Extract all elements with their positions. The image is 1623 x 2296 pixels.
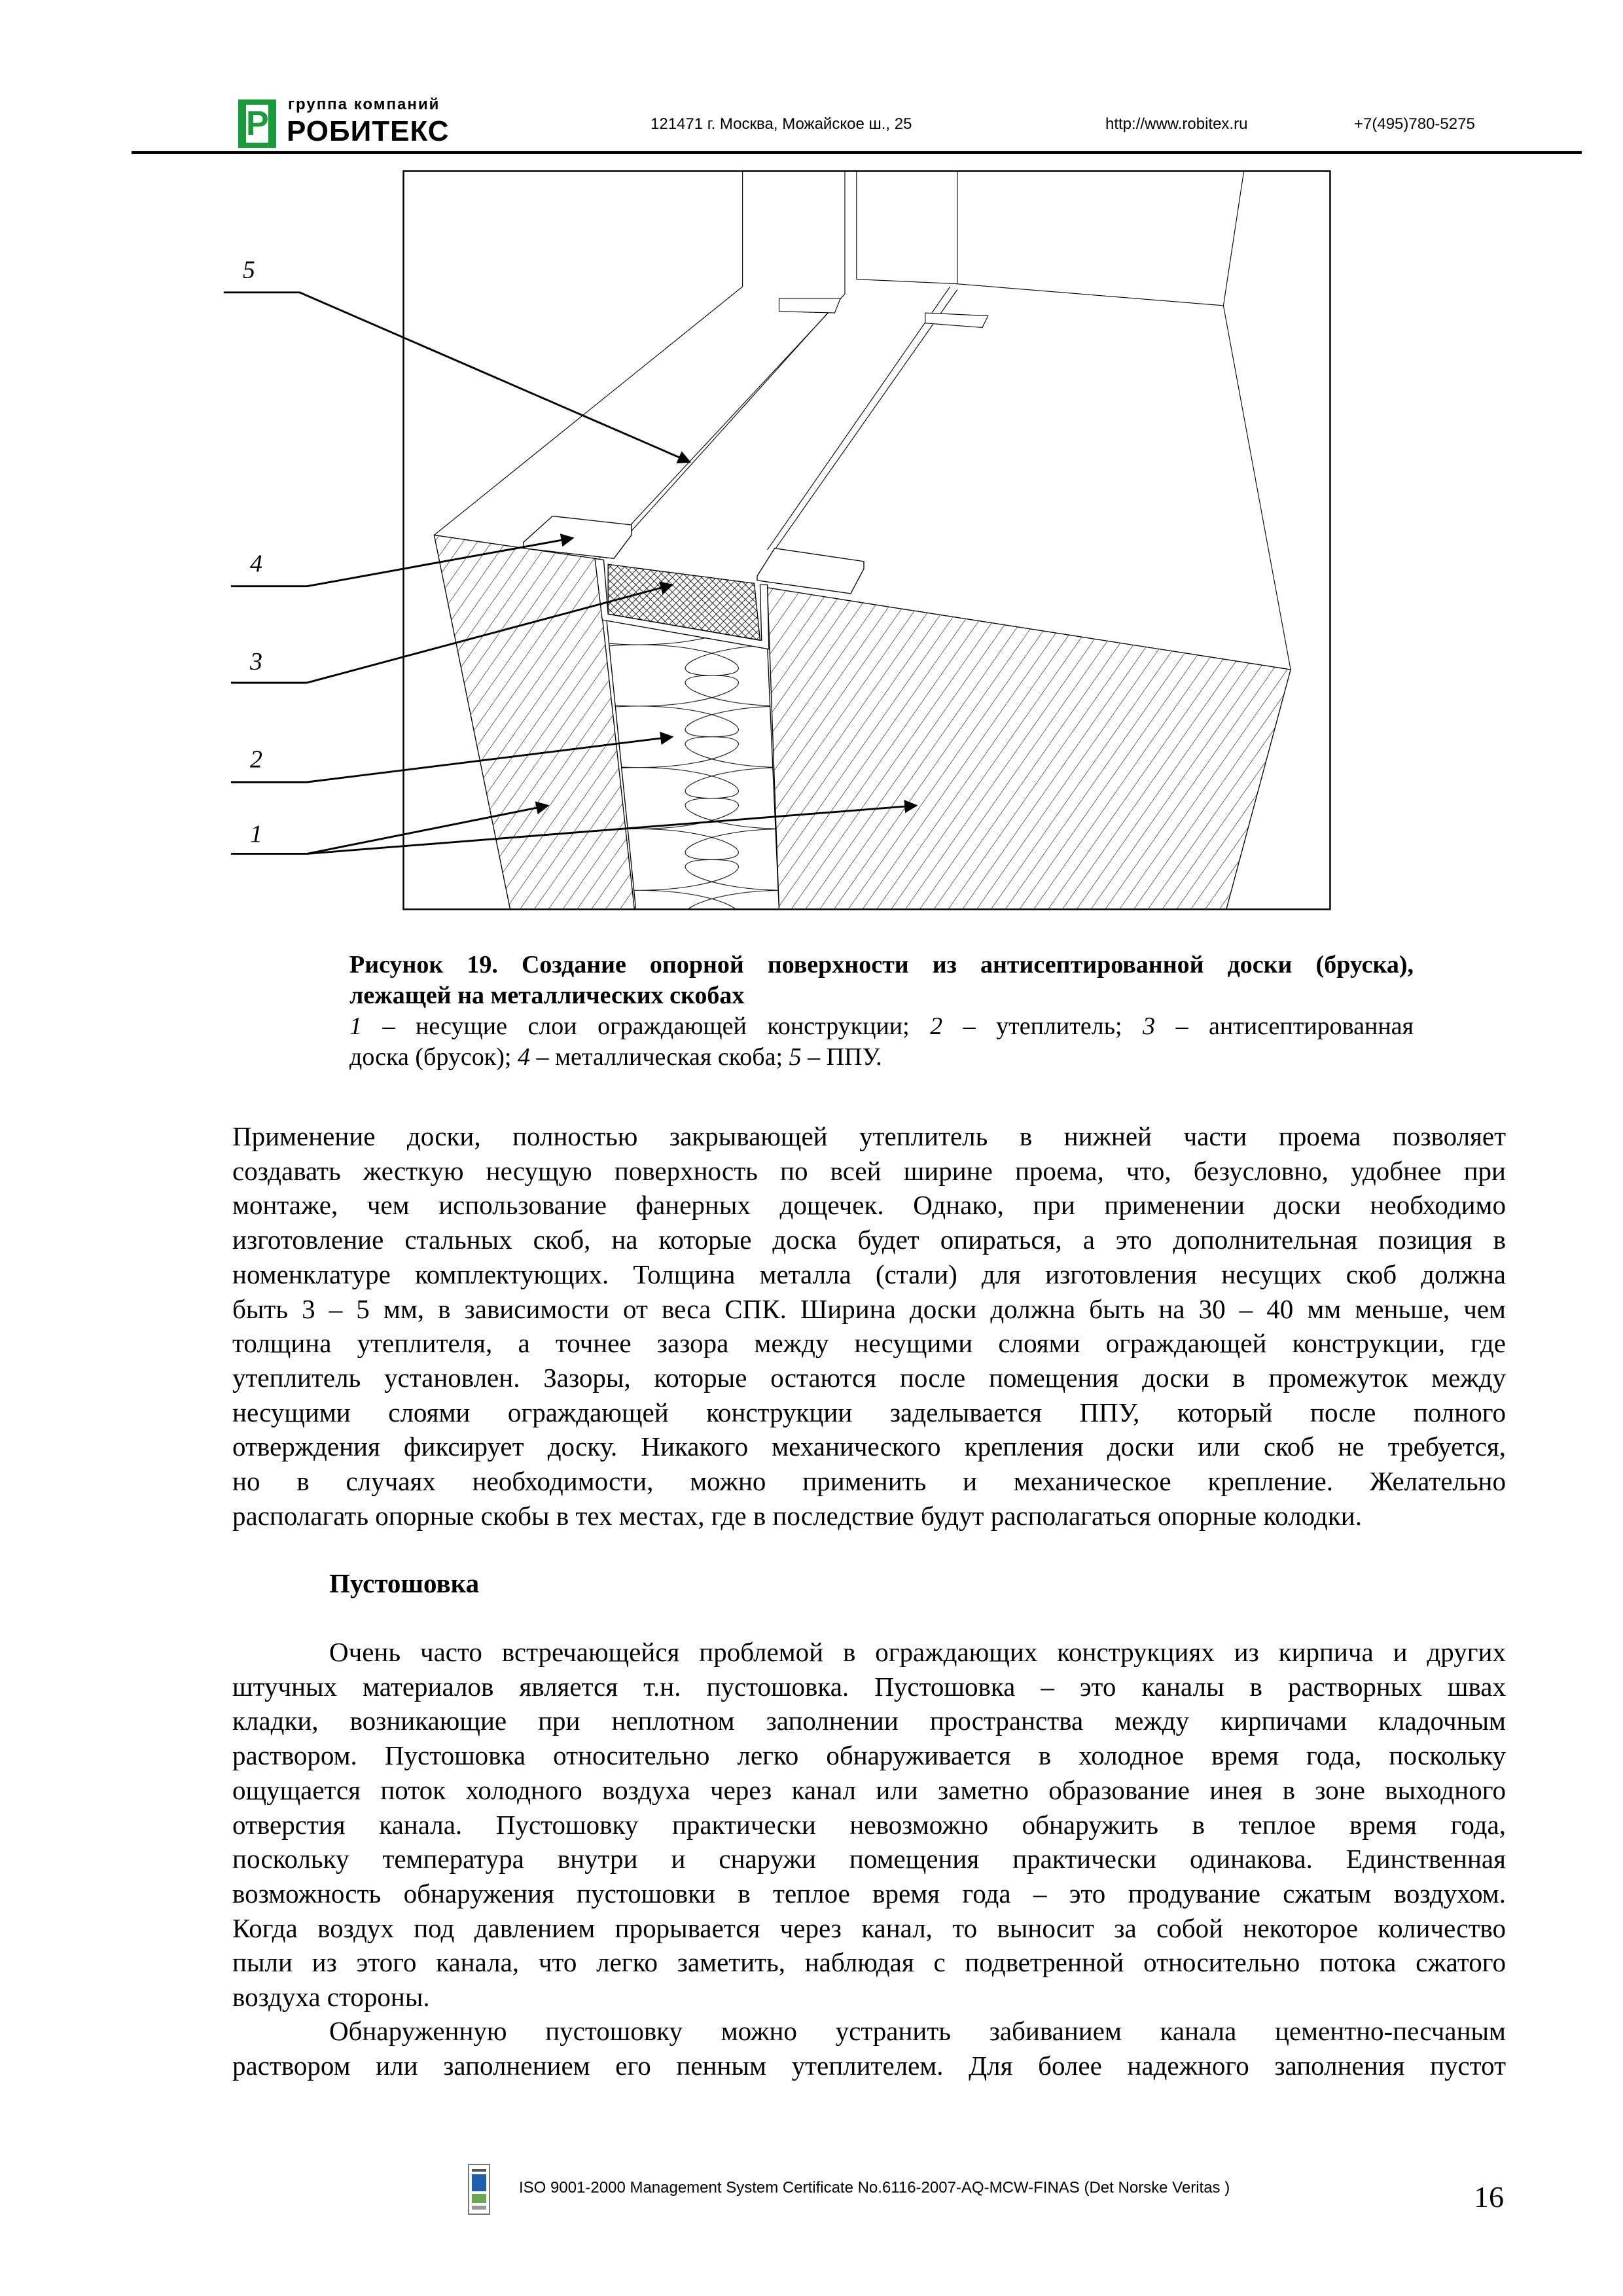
header-phone: +7(495)780-5275 <box>1354 115 1475 133</box>
text-line: отверстия канала. Пустошовку практически невозможно обнаружить в теплое время года, <box>232 1809 1506 1840</box>
text-line: штучных материалов является т.н. пустошовка. Пустошовка – это каналы в растворных швах <box>232 1671 1506 1702</box>
header-url[interactable]: http://www.robitex.ru <box>1105 115 1248 133</box>
figure-drawing <box>219 168 1333 914</box>
figure-caption <box>349 950 1414 1073</box>
text-line: Обнаруженную пустошовку можно устранить забиванием канала цементно-песчаным <box>329 2016 1506 2046</box>
text-line: создавать жесткую несущую поверхность по всей ширине проема, что, безусловно, удобнее при <box>232 1155 1506 1186</box>
logo-icon <box>238 99 276 148</box>
caption-title-line: лежащей на металлических скобах <box>349 982 745 1009</box>
legend-text: – утеплитель; <box>942 1013 1143 1040</box>
text-line: располагать опорные скобы в тех местах, где в последствие будут располагаться опорные колодки. <box>232 1500 1362 1531</box>
legend-num: 1 <box>349 1013 362 1040</box>
caption-legend-line <box>349 1042 1414 1073</box>
text-line: раствором. Пустошовка относительно легко обнаруживается в холодное время года, поскольку <box>232 1740 1506 1771</box>
text-line: Когда воздух под давлением прорывается через канал, то выносит за собой некоторое количество <box>232 1912 1506 1943</box>
text-line: раствором или заполнением его пенным утеплителем. Для более надежного заполнения пустот <box>232 2050 1506 2081</box>
paragraph-2 <box>232 1635 1506 2015</box>
logo-tagline: группа компаний <box>288 96 440 113</box>
text-line: возможность обнаружения пустошовки в теплое время года – это продувание сжатым воздухом. <box>232 1878 1506 1909</box>
page-number: 16 <box>1474 2180 1504 2214</box>
label-2: 2 <box>249 745 262 774</box>
text-line: ощущается поток холодного воздуха через канал или заметно образование инея в зоне выходного <box>232 1774 1506 1805</box>
insulation-section <box>607 620 779 909</box>
text-line: толщина утеплителя, а точнее зазора между несущими слоями ограждающей конструкции, где <box>232 1328 1506 1359</box>
header-divider <box>132 151 1582 154</box>
logo-company-name: РОБИТЕКС <box>287 115 450 147</box>
logo-letter: Р <box>246 105 269 143</box>
text-line: утеплитель установлен. Зазоры, которые остаются после помещения доски в промежуток между <box>232 1362 1506 1393</box>
text-line: Применение доски, полностью закрывающей утеплитель в нижней части проема позволяет <box>232 1121 1506 1151</box>
text-line: кладки, возникающие при неплотном заполнении пространства между кирпичами кладочным <box>232 1706 1506 1736</box>
text-line: поскольку температура внутри и снаружи помещения практически одинакова. Единственная <box>232 1844 1506 1874</box>
legend-num: 3 <box>1143 1013 1156 1040</box>
legend-text: – ППУ. <box>801 1043 882 1071</box>
text-line: быть 3 – 5 мм, в зависимости от веса СПК. Ширина доски должна быть на 30 – 40 мм меньше, чем <box>232 1293 1506 1324</box>
text-line: воздуха стороны. <box>232 1982 430 2013</box>
section-heading: Пустошовка <box>329 1568 480 1598</box>
label-5: 5 <box>242 256 255 284</box>
legend-text: – антисептированная <box>1155 1013 1414 1040</box>
text-line: пыли из этого канала, что легко заметить, наблюдая с подветренной относительно потока сжатого <box>232 1947 1506 1978</box>
legend-text: доска (брусок); <box>349 1043 518 1071</box>
paragraph-3 <box>232 2014 1506 2083</box>
text-line: несущими слоями ограждающей конструкции заделывается ППУ, который после полного <box>232 1397 1506 1427</box>
paragraph-1 <box>232 1119 1506 1533</box>
text-line: Очень часто встречающейся проблемой в ограждающих конструкциях из кирпича и других <box>329 1637 1506 1667</box>
legend-num: 2 <box>930 1013 943 1040</box>
caption-legend-line <box>349 1011 1414 1042</box>
footer-certificate: ISO 9001-2000 Management System Certificate No.6116-2007-AQ-MCW-FINAS (Det Norske Veritas ) <box>519 2179 1230 2197</box>
text-line: монтаже, чем использование фанерных дощечек. Однако, при применении доски необходимо <box>232 1190 1506 1221</box>
text-line: отверждения фиксирует доску. Никакого механического крепления доски или скоб не требуется, <box>232 1431 1506 1462</box>
label-1: 1 <box>249 820 262 848</box>
legend-text: – металлическая скоба; <box>529 1043 789 1071</box>
certification-logo-icon <box>468 2164 490 2215</box>
legend-text: – несущие слои ограждающей конструкции; <box>362 1013 931 1040</box>
header-address: 121471 г. Москва, Можайское ш., 25 <box>651 115 912 133</box>
legend-num: 4 <box>517 1043 530 1071</box>
text-line: изготовление стальных скоб, на которые доска будет опираться, а это дополнительная позиция в <box>232 1225 1506 1255</box>
legend-num: 5 <box>789 1043 802 1071</box>
caption-title-line: Рисунок 19. Создание опорной поверхности из антисептированной доски (бруска), <box>349 951 1414 978</box>
text-line: номенклатуре комплектующих. Толщина металла (стали) для изготовления несущих скоб должна <box>232 1259 1506 1289</box>
label-4: 4 <box>249 550 262 578</box>
label-3: 3 <box>249 648 262 676</box>
text-line: но в случаях необходимости, можно применить и механическое крепление. Желательно <box>232 1466 1506 1497</box>
